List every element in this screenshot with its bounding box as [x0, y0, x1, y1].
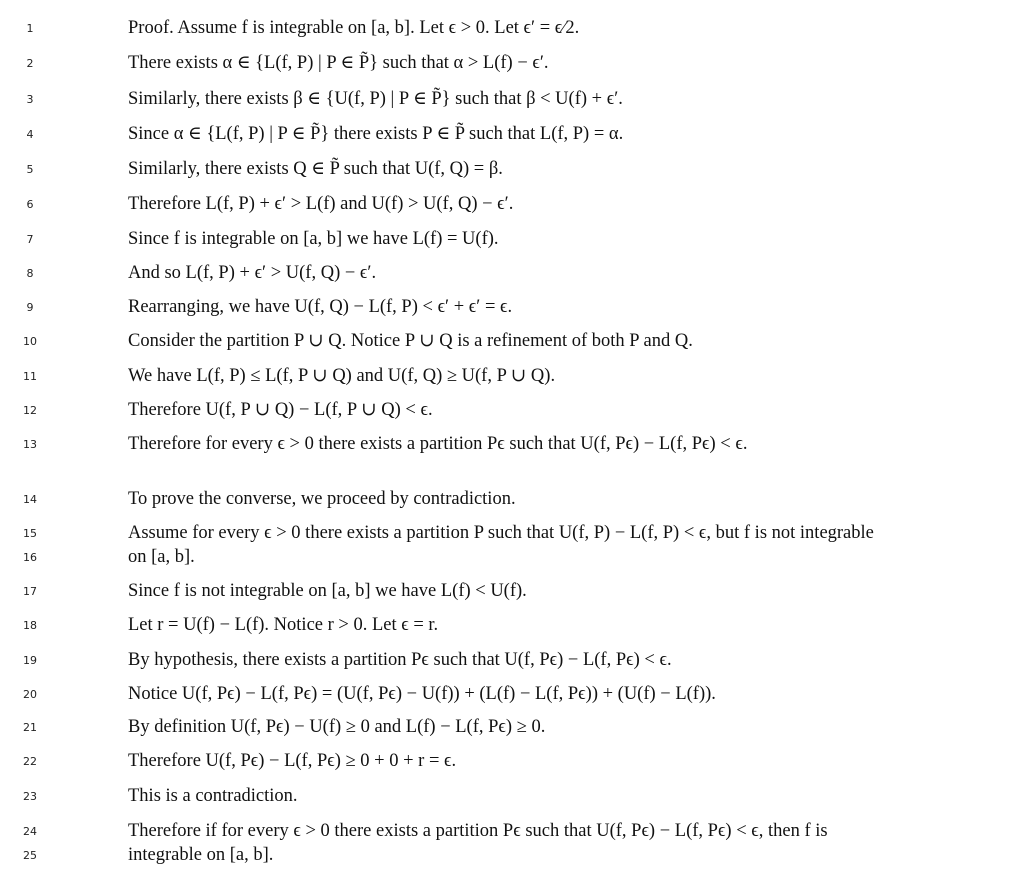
line-number: 10: [23, 335, 37, 348]
proof-line-text: Consider the partition P ∪ Q. Notice P ∪ Q is a refinement of both P and Q.: [128, 331, 693, 351]
line-number: 25: [23, 849, 37, 862]
proof-line-text: Similarly, there exists Q ∈ P̃ such that U(f, Q) = β.: [128, 159, 503, 179]
proof-line-text: Therefore if for every ϵ > 0 there exists a partition Pϵ such that U(f, Pϵ) − L(f, Pϵ) < ϵ, then f is: [128, 821, 828, 841]
line-number: 22: [23, 755, 37, 768]
line-number: 9: [26, 301, 34, 314]
line-number: 16: [23, 551, 37, 564]
proof-line-text: By definition U(f, Pϵ) − U(f) ≥ 0 and L(f) − L(f, Pϵ) ≥ 0.: [128, 717, 546, 737]
line-number: 6: [26, 198, 34, 211]
line-number: 20: [23, 688, 37, 701]
proof-line-text: Therefore U(f, Pϵ) − L(f, Pϵ) ≥ 0 + 0 + r = ϵ.: [128, 751, 457, 771]
line-number: 12: [23, 404, 37, 417]
proof-line-text: To prove the converse, we proceed by contradiction.: [128, 489, 516, 509]
proof-line-text: This is a contradiction.: [128, 786, 298, 806]
proof-line-text: There exists α ∈ {L(f, P) | P ∈ P̃} such that α > L(f) − ϵ′.: [128, 53, 549, 73]
line-number: 2: [26, 57, 34, 70]
line-number: 18: [23, 619, 37, 632]
proof-line-text: Notice U(f, Pϵ) − L(f, Pϵ) = (U(f, Pϵ) − U(f)) + (L(f) − L(f, Pϵ)) + (U(f) − L(f)).: [128, 684, 716, 704]
line-number: 13: [23, 438, 37, 451]
line-number: 14: [23, 493, 37, 506]
line-number: 4: [26, 128, 34, 141]
line-number: 1: [26, 22, 34, 35]
proof-line-text: Proof. Assume f is integrable on [a, b]. Let ϵ > 0. Let ϵ′ = ϵ⁄2.: [128, 18, 580, 38]
line-number: 21: [23, 721, 37, 734]
line-number: 11: [23, 370, 37, 383]
line-number: 23: [23, 790, 37, 803]
proof-line-text: Therefore U(f, P ∪ Q) − L(f, P ∪ Q) < ϵ.: [128, 400, 433, 420]
line-number: 17: [23, 585, 37, 598]
line-number: 19: [23, 654, 37, 667]
line-number: 8: [26, 267, 34, 280]
proof-line-text: Similarly, there exists β ∈ {U(f, P) | P ∈ P̃} such that β < U(f) + ϵ′.: [128, 89, 623, 109]
proof-line-text: Since f is not integrable on [a, b] we have L(f) < U(f).: [128, 581, 527, 601]
proof-line-text: on [a, b].: [128, 547, 195, 567]
proof-line-text: Assume for every ϵ > 0 there exists a partition P such that U(f, P) − L(f, P) < ϵ, but f is not integrable: [128, 523, 874, 543]
proof-line-text: Let r = U(f) − L(f). Notice r > 0. Let ϵ = r.: [128, 615, 439, 635]
proof-line-text: By hypothesis, there exists a partition Pϵ such that U(f, Pϵ) − L(f, Pϵ) < ϵ.: [128, 650, 672, 670]
proof-line-text: Therefore L(f, P) + ϵ′ > L(f) and U(f) > U(f, Q) − ϵ′.: [128, 194, 514, 214]
line-number: 7: [26, 233, 34, 246]
line-number: 24: [23, 825, 37, 838]
proof-line-text: Since α ∈ {L(f, P) | P ∈ P̃} there exists P ∈ P̃ such that L(f, P) = α.: [128, 124, 624, 144]
proof-line-text: Therefore for every ϵ > 0 there exists a partition Pϵ such that U(f, Pϵ) − L(f, Pϵ) < ϵ.: [128, 434, 748, 454]
line-number: 5: [26, 163, 34, 176]
proof-line-text: Rearranging, we have U(f, Q) − L(f, P) < ϵ′ + ϵ′ = ϵ.: [128, 297, 513, 317]
proof-line-text: integrable on [a, b].: [128, 845, 274, 865]
proof-line-text: Since f is integrable on [a, b] we have L(f) = U(f).: [128, 229, 499, 249]
proof-line-text: We have L(f, P) ≤ L(f, P ∪ Q) and U(f, Q) ≥ U(f, P ∪ Q).: [128, 366, 556, 386]
proof-line-text: And so L(f, P) + ϵ′ > U(f, Q) − ϵ′.: [128, 263, 377, 283]
line-number: 15: [23, 527, 37, 540]
line-number: 3: [26, 93, 34, 106]
